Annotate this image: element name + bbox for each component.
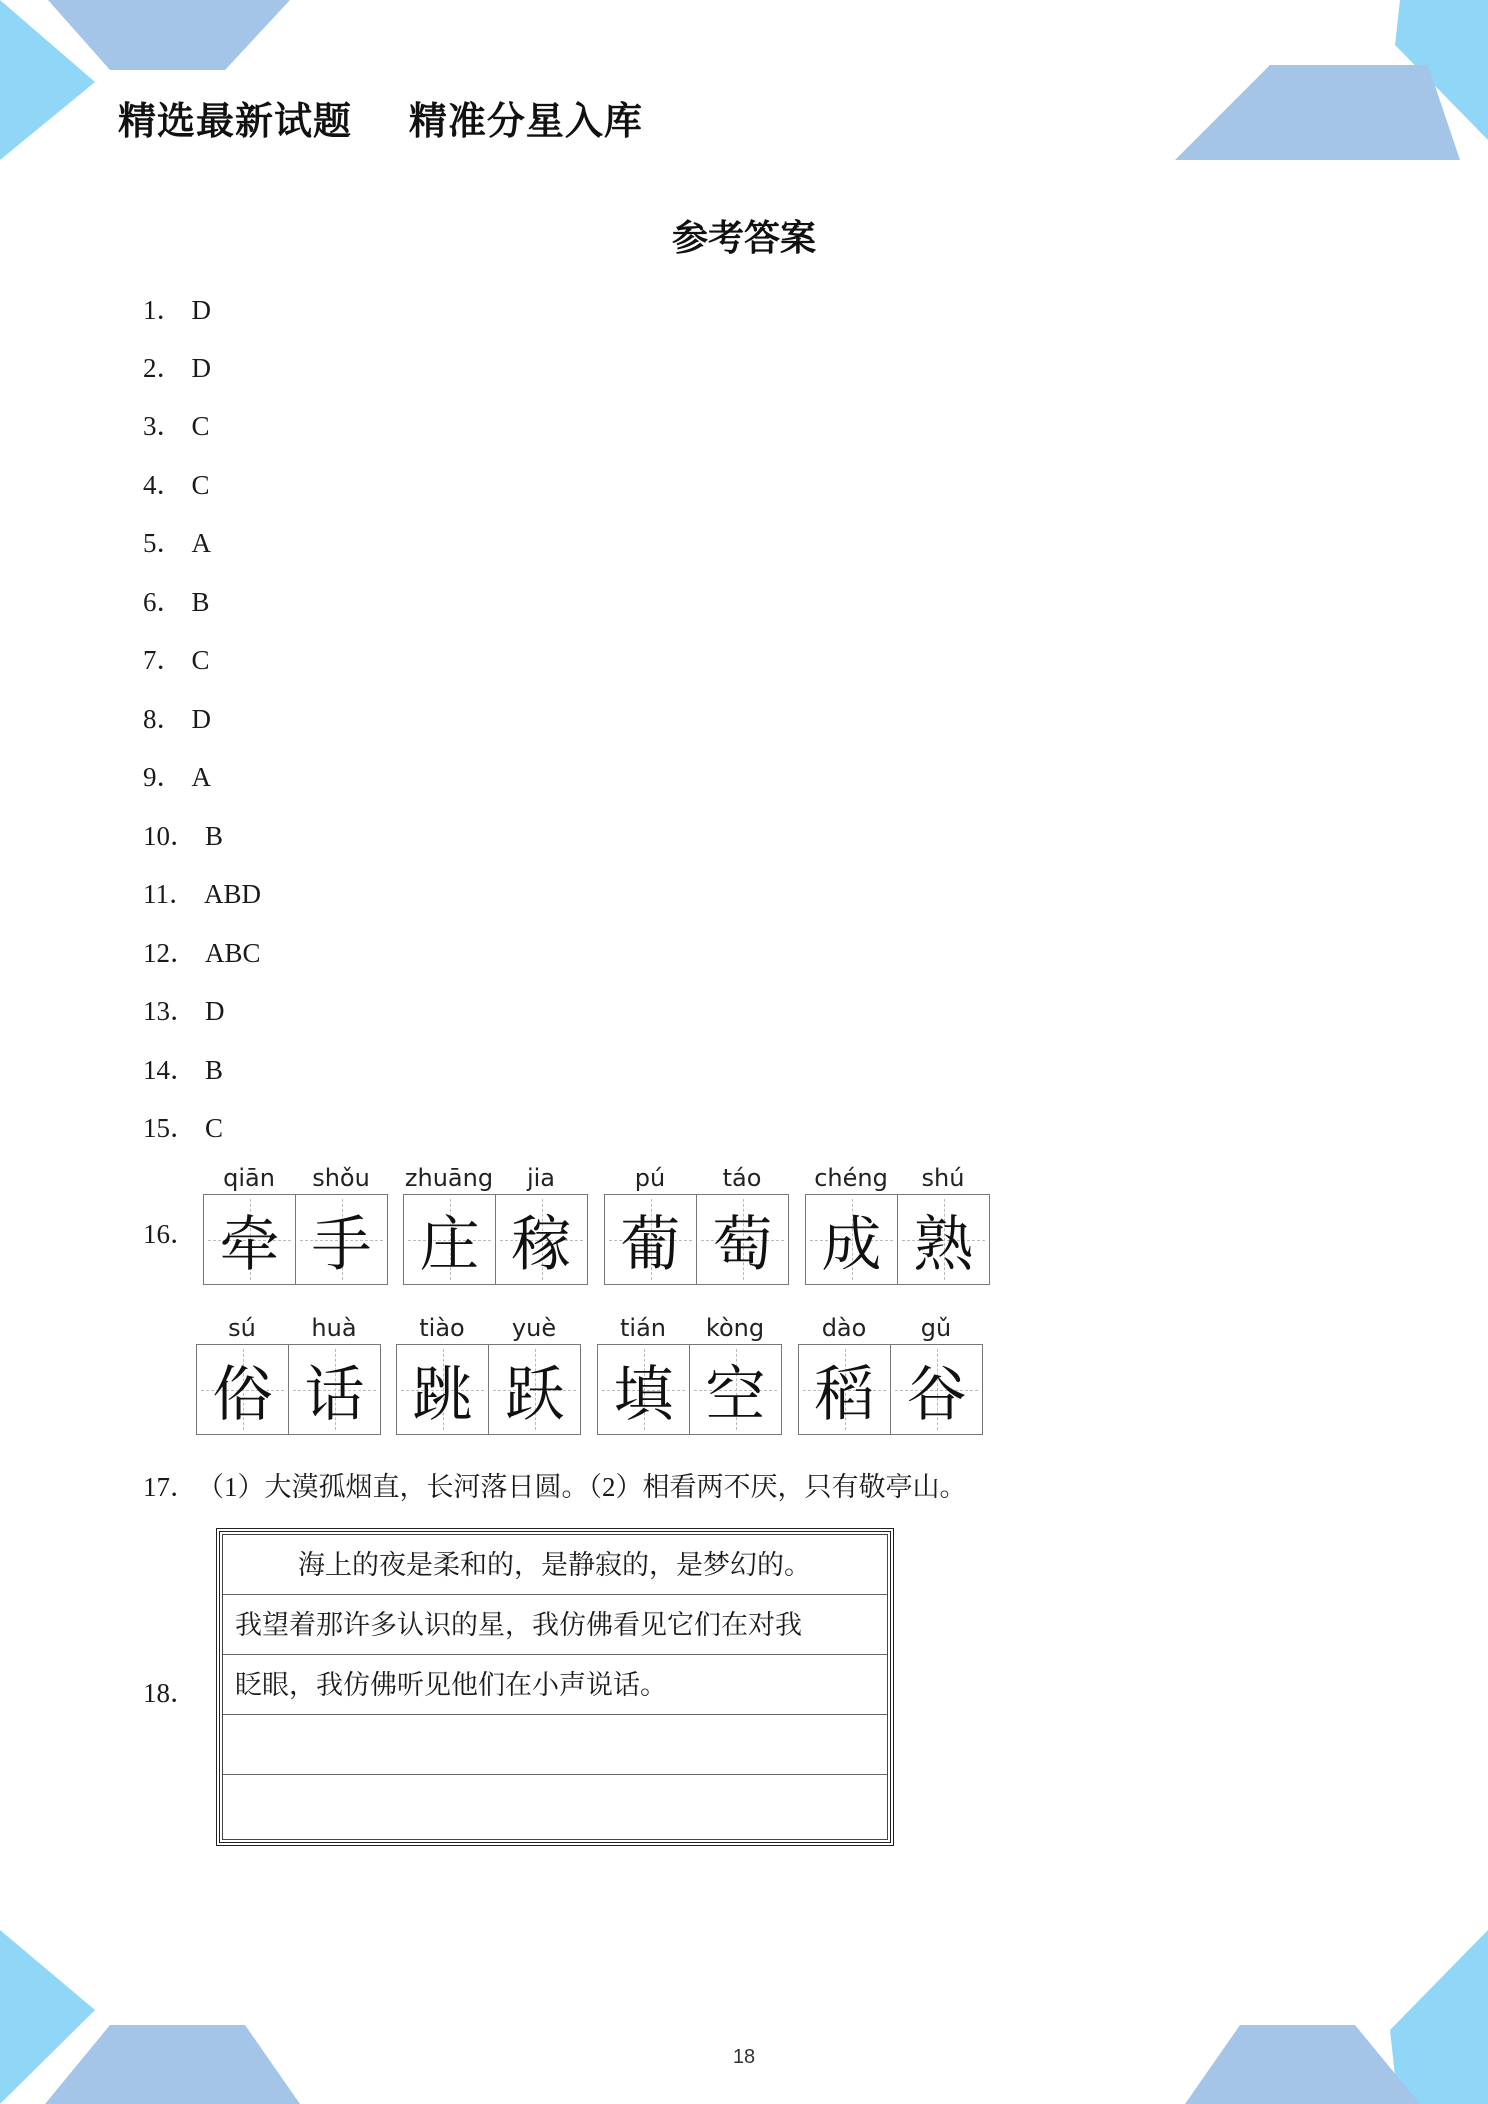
corner-decoration-top-right [1170, 0, 1488, 165]
word-pair [403, 1164, 588, 1304]
answer-item: 10． B [143, 821, 224, 851]
answer-item: 6． B [143, 587, 210, 617]
word-pair [196, 1314, 381, 1454]
word-pair [597, 1314, 782, 1454]
pinyin-label: táo [722, 1164, 762, 1192]
hanzi-char: 成 [821, 1209, 882, 1280]
tianzige-grid [396, 1344, 581, 1435]
corner-decoration-bottom-left [0, 1930, 320, 2104]
answer-item: 7． C [143, 645, 210, 675]
pinyin-label: shǒu [312, 1164, 370, 1192]
word-pair [396, 1314, 581, 1454]
tianzige-grid [798, 1344, 983, 1435]
writing-box [216, 1528, 894, 1846]
hanzi-char: 谷 [906, 1359, 967, 1430]
word-pair [203, 1164, 388, 1304]
pinyin-grid-row [203, 1164, 1003, 1304]
hanzi-char: 庄 [419, 1209, 480, 1280]
pinyin-label: yuè [511, 1314, 557, 1342]
word-pair [798, 1314, 983, 1454]
word-pair [604, 1164, 789, 1304]
answer-item: 14． B [143, 1055, 224, 1085]
page-number: 18 [732, 2046, 756, 2068]
hanzi-char: 手 [311, 1209, 372, 1280]
pinyin-label: sú [228, 1314, 256, 1342]
pinyin-label: huà [311, 1314, 357, 1342]
answer-item: 1． D [143, 295, 211, 325]
pinyin-label: dào [821, 1314, 867, 1342]
hanzi-char: 萄 [712, 1209, 773, 1280]
pinyin-label: gǔ [920, 1314, 952, 1342]
answer-item: 5． A [143, 528, 211, 558]
hanzi-char: 跳 [412, 1359, 473, 1430]
answer-item: 13． D [143, 996, 225, 1026]
hanzi-char: 俗 [212, 1359, 273, 1430]
writing-line: 海上的夜是柔和的，是静寂的，是梦幻的。 [223, 1535, 887, 1595]
pinyin-grid-row [196, 1314, 996, 1454]
pinyin-label: jia [526, 1164, 556, 1192]
answer-item: 2． D [143, 353, 211, 383]
hanzi-char: 空 [705, 1359, 766, 1430]
tianzige-grid [805, 1194, 990, 1285]
writing-line: 我望着那许多认识的星，我仿佛看见它们在对我 [223, 1595, 887, 1655]
writing-line [223, 1715, 887, 1775]
pinyin-label: qiān [223, 1164, 275, 1192]
hanzi-char: 葡 [620, 1209, 681, 1280]
pinyin-label: shú [921, 1164, 965, 1192]
pinyin-label: zhuāng [404, 1164, 494, 1192]
word-pair [805, 1164, 990, 1304]
hanzi-char: 话 [304, 1359, 365, 1430]
hanzi-char: 稼 [511, 1209, 572, 1280]
writing-line: 眨眼，我仿佛听见他们在小声说话。 [223, 1655, 887, 1715]
tianzige-grid [196, 1344, 381, 1435]
tianzige-grid [203, 1194, 388, 1285]
answer-item: 11． ABD [143, 879, 262, 909]
question-17-answer: 17．（1）大漠孤烟直，长河落日圆。（2）相看两不厌，只有敬亭山。 [143, 1472, 967, 1502]
pinyin-label: tiào [419, 1314, 465, 1342]
header-title: 精选最新试题 精准分星入库 [118, 99, 643, 143]
pinyin-label: kòng [705, 1314, 765, 1342]
answer-item: 15． C [143, 1113, 224, 1143]
writing-line [223, 1775, 887, 1835]
answer-item: 8． D [143, 704, 211, 734]
tianzige-grid [604, 1194, 789, 1285]
corner-decoration-bottom-right [1170, 1930, 1488, 2104]
hanzi-char: 填 [613, 1359, 674, 1430]
hanzi-char: 牵 [219, 1209, 280, 1280]
pinyin-label: pú [634, 1164, 666, 1192]
question-18-number: 18． [143, 1678, 197, 1708]
hanzi-char: 稻 [814, 1359, 875, 1430]
hanzi-char: 熟 [913, 1209, 974, 1280]
pinyin-label: tián [620, 1314, 666, 1342]
tianzige-grid [597, 1344, 782, 1435]
page-title: 参考答案 [671, 218, 816, 259]
answer-item: 3． C [143, 411, 210, 441]
question-16-number: 16． [143, 1219, 197, 1249]
answer-item: 9． A [143, 762, 211, 792]
tianzige-grid [403, 1194, 588, 1285]
hanzi-char: 跃 [504, 1359, 565, 1430]
answer-item: 12． ABC [143, 938, 261, 968]
answer-item: 4． C [143, 470, 210, 500]
pinyin-label: chéng [814, 1164, 888, 1192]
